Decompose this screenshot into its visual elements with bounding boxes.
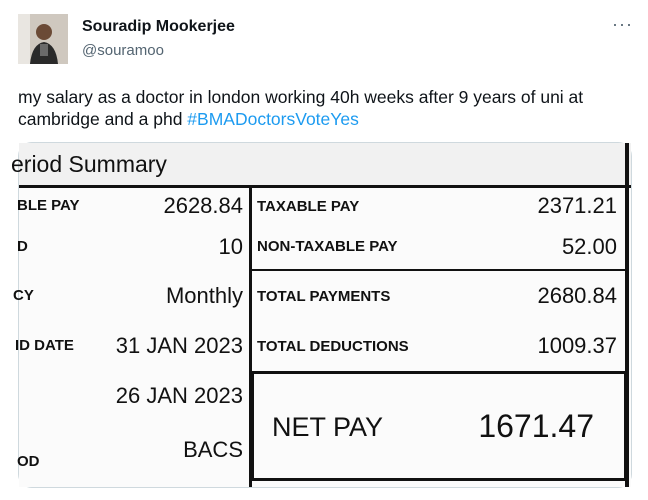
author-name[interactable]: Souradip Mookerjee (82, 18, 235, 35)
left-value: 2628.84 (163, 193, 243, 218)
tweet-media-image[interactable] (11, 142, 632, 488)
left-value: 31 JAN 2023 (115, 333, 243, 358)
left-label: OD (17, 453, 40, 470)
tweet-text (18, 86, 638, 130)
avatar-photo-icon (18, 14, 68, 64)
taxable-pay-value: 2371.21 (537, 193, 617, 218)
left-value: Monthly (165, 283, 243, 308)
more-options-icon[interactable]: ··· (612, 14, 633, 34)
payslip-title: eriod Summary (11, 151, 167, 177)
left-label: D (17, 238, 28, 255)
left-value: 26 JAN 2023 (115, 383, 243, 408)
total-deductions-value: 1009.37 (537, 333, 617, 358)
net-pay-value: 1671.47 (478, 408, 594, 444)
total-payments-label: TOTAL PAYMENTS (257, 288, 391, 305)
left-label: ID DATE (15, 337, 74, 354)
taxable-pay-label: TAXABLE PAY (257, 198, 360, 215)
avatar[interactable] (18, 14, 68, 64)
net-pay-box (251, 371, 627, 481)
hashtag-link[interactable]: #BMADoctorsVoteYes (187, 109, 359, 129)
payslip-document (11, 143, 631, 487)
non-taxable-pay-label: NON-TAXABLE PAY (257, 238, 398, 255)
non-taxable-pay-value: 52.00 (561, 234, 617, 259)
net-pay-label: NET PAY (272, 412, 384, 442)
total-payments-value: 2680.84 (537, 283, 617, 308)
left-value: BACS (183, 437, 243, 462)
tweet-body: my salary as a doctor in london working 40h weeks after 9 years of uni at cambridge and a phd (18, 87, 584, 129)
row-divider (249, 269, 627, 271)
left-label: BLE PAY (17, 197, 80, 214)
left-value: 10 (218, 234, 243, 259)
left-label: CY (13, 287, 34, 304)
payslip-header (11, 143, 631, 188)
total-deductions-label: TOTAL DEDUCTIONS (257, 338, 409, 355)
author-handle[interactable]: @souramoo (82, 42, 164, 59)
